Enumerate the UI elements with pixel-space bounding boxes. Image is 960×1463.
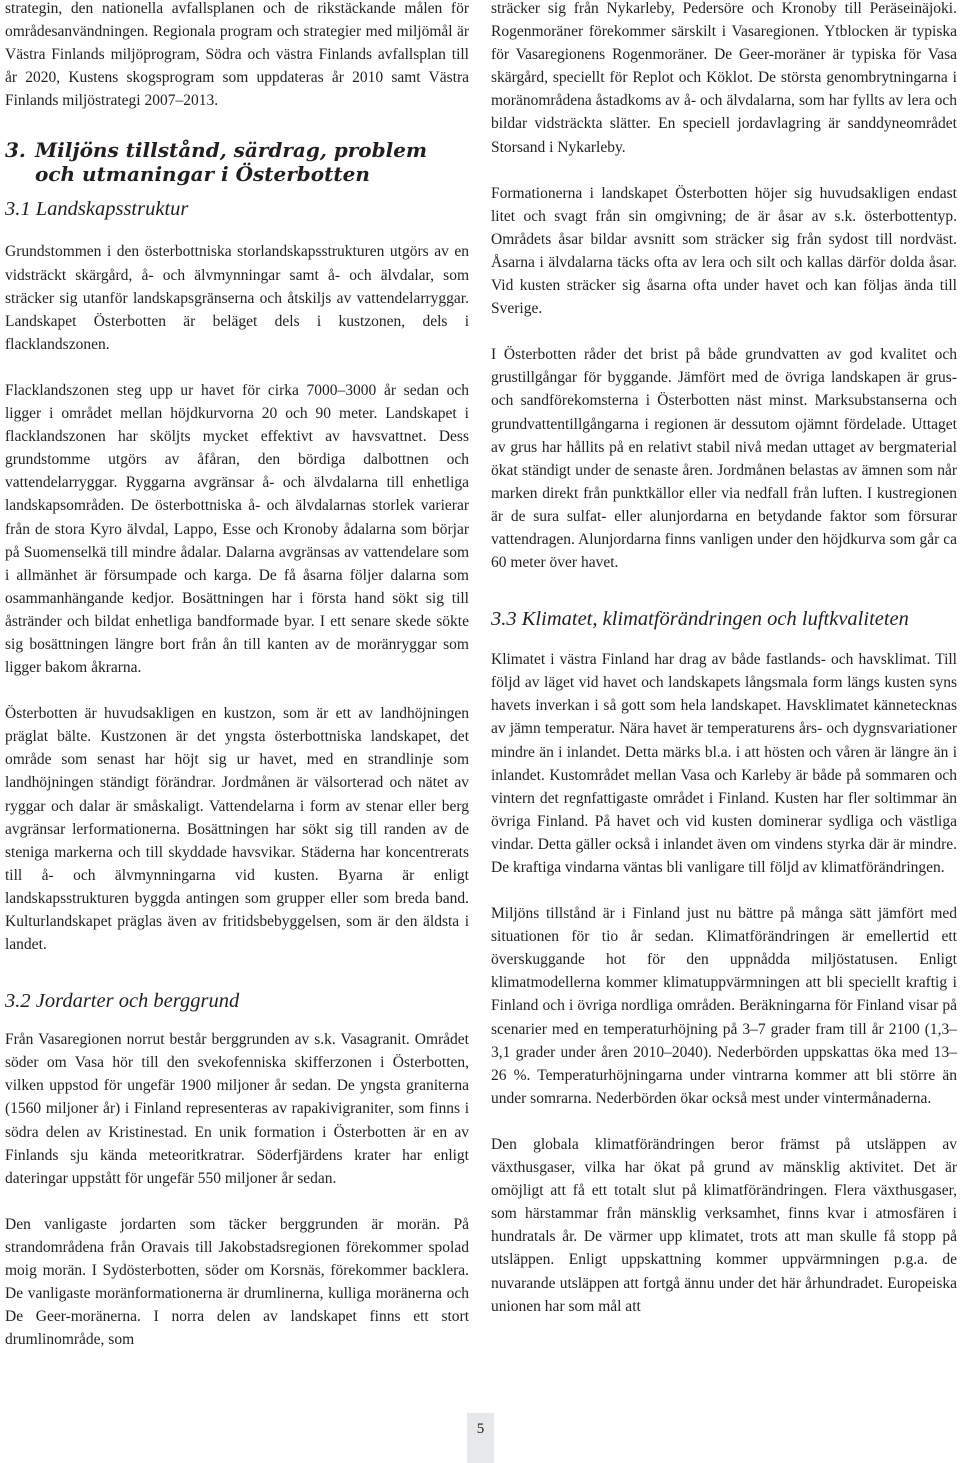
subsection-heading-3-1: 3.1 Landskapsstruktur xyxy=(5,198,189,221)
left-column xyxy=(5,0,469,1351)
paragraph: Från Vasaregionen norrut består berggrunden av s.k. Vasagranit. Området söder om Vasa hör till den svekofenniska skifferzonen i Österbotten, vilken uppstod för ungefär 1900 miljoner år sedan. De yngsta graniterna (1560 miljoner år) i Finland representeras av rapakivigraniter, som finns i södra delen av Kristinestad. En unik formation i Österbotten är en av Finlands sju kända meteoritkratrar. Söderfjärdens krater har enligt dateringar uppstått för ungefär 550 miljoner år sedan. xyxy=(5,1031,469,1187)
section-title: Miljöns tillstånd, särdrag, problem och utmaningar i Österbotten xyxy=(35,138,428,187)
section-heading xyxy=(5,138,469,186)
paragraph: sträcker sig från Nykarleby, Pedersöre och Kronoby till Peräseinäjoki. Rogenmoräner förekommer särskilt i Vasaregionen. Ytblocken är typiska för Vasaregionens Rogenmoräner. De Geer-moräner är typiska för Vasa skärgård, speciellt för Replot och Köklot. De största genombrytningarna i moränområdena åstadkoms av å- och älvdalarna, som har fyllts av lera och bildar vidsträckta slätter. En speciell jordavlagring är sanddyneområdet Storsand i Nykarleby. xyxy=(491,0,957,156)
subsection-heading-3-2: 3.2 Jordarter och berggrund xyxy=(5,990,240,1013)
paragraph: Formationerna i landskapet Österbotten höjer sig huvudsakligen endast litet och svagt från sin omgivning; de är åsar av s.k. österbottentyp. Områdets åsar bildar avsnitt som sträcker sig från sydost till nordväst. Åsarna i älvdalarna täcks ofta av lera och silt och kallas därför dolda åsar. Vid kusten sträcker sig åsarna ofta under havet och kan följas ända till Sverige. xyxy=(491,184,957,318)
paragraph: Den vanligaste jordarten som täcker berggrunden är morän. På strandområdena från Oravais till Jakobstadsregionen förekommer spolad moig morän. I Sydösterbotten, söder om Korsnäs, förekommer backlera. De vanligaste moränformationerna är drumlinerna, kulliga moränerna och De Geer-moränerna. I norra delen av landskapet finns ett stort drumlinområde, som xyxy=(5,1215,469,1349)
section-number: 3. xyxy=(5,138,26,163)
paragraph: Flacklandszonen steg upp ur havet för cirka 7000–3000 år sedan och ligger i området mellan höjdkurvorna 20 och 90 meter. Landskapet i flacklandszonen har sköljts mycket effektivt av havsvattnet. Dess grundstomme utgörs av åfåran, den bördiga dalbottnen och vattendelarryggar. Ryggarna avgränsar å- och älvdalarna till enhetliga landskapsområden. De österbottniska å- och älvdalarnas storlek varierar från de stora Kyro älvdal, Lappo, Esse och Kronoby ådalarna som börjar på Suomenselkä till mindre ådalar. Dalarna avgränsas av vattendelare som i allmänhet är försumpade och karga. De få åsarna följer dalarna som osammanhängande kedjor. Bosättningen har i första hand sökt sig till åstränder och bildat enhetliga bandformade byar. I ett senare skede sökte sig bosättningen längre bort från ån till kanten av de moränryggar som ligger bakom åkrarna. xyxy=(5,381,469,677)
paragraph: Grundstommen i den österbottniska storlandskapsstrukturen utgörs av en vidsträckt skärgård, å- och älvmynningar samt å- och älvdalar, som sträcker sig utanför landskapsgränserna och åtskiljs av vattendelarryggar. Landskapet Österbotten är beläget dels i kustzonen, dels i flacklandszonen. xyxy=(5,243,469,353)
paragraph: Miljöns tillstånd är i Finland just nu bättre på många sätt jämfört med situationen för tio år sedan. Klimatförändringen är emellertid ett överskuggande hot för den uppnådda miljöstatusen. Enligt klimatmodellerna kommer klimatuppvärmningen att bli speciellt kraftig i Finland och i övriga nordliga områden. Beräkningarna för Finland visar på scenarier med en temperaturhöjning på 3–7 grader fram till år 2100 (1,3–3,1 grader under åren 2010–2040). Nederbörden uppskattas öka med 13–26 %. Temperaturhöjningarna under vintrarna kommer att bli större än under somrarna. Nederbörden ökar också mest under vintermånaderna. xyxy=(491,905,957,1107)
paragraph: Österbotten är huvudsakligen en kustzon, som är ett av landhöjningen präglat bälte. Kustzonen är det yngsta österbottniska landskapet, det område som senast har höjt sig ur havet, med en strandlinje som landhöjningen ständigt förändrar. Jordmånen är välsorterad och nätet av ryggar och dalar är småskaligt. Vattendelarna i form av stenar eller berg avgränsar lerformationerna. Bosättningen har sökt sig till randen av de steniga markerna och till skyddade havsvikar. Städerna har koncentrerats till å- och älvmynningarna vid kusten. Byarna är enligt landskapsstrukturen byggda antingen som grupper eller som breda band. Kulturlandskapet präglas även av fritidsbebyggelsen, som är den äldsta i landet. xyxy=(5,705,469,954)
right-column xyxy=(491,0,957,1318)
subsection-heading-3-3: 3.3 Klimatet, klimatförändringen och luftkvaliteten xyxy=(491,608,909,631)
page-number: 5 xyxy=(467,1413,494,1463)
paragraph: Klimatet i västra Finland har drag av både fastlands- och havsklimat. Till följd av läget vid havet och landskapets långsmala form längs kusten syns havets inverkan i så gott som hela landskapet. Havsklimatet kännetecknas av jämn temperatur. Nära havet är temperaturens års- och dygnsvariationer mindre än i inlandet. Detta märks bl.a. i att hösten och våren är längre än i inlandet. Kustområdet mellan Vasa och Karleby är både på sommaren och vintern det regnfattigaste området i Finland. Kusten har fler soltimmar än övriga Finland. På havet och vid kusten dominerar sydliga och västliga vindar. Detta gäller också i inlandet även om vindens styrka där är mindre. De kraftiga vindarna väntas bli vanligare till följd av klimatförändringen. xyxy=(491,651,957,876)
intro-paragraph: strategin, den nationella avfallsplanen och de rikstäckande målen för områdesanvändningen. Regionala program och strategier med miljömål är Västra Finlands miljöprogram, Södra och västra Finlands avfallsplan till år 2020, Kustens skogsprogram som uppdateras år 2010 samt Västra Finlands miljöstrategi 2007–2013. xyxy=(5,0,469,110)
paragraph: I Österbotten råder det brist på både grundvatten av god kvalitet och grustillgångar för byggande. Jämfört med de övriga landskapen är grus- och sandförekomsterna i Österbotten näst minst. Marksubstanserna och grundvattentillgångarna i regionen är dessutom ojämnt fördelade. Uttaget av grus har hållits på en relativt stabil nivå medan uttaget av bergmaterial ökat ständigt under de senaste åren. Jordmånen belastas av ämnen som når marken direkt från punktkällor eller via nedfall från luften. I kustregionen är de sura sulfat- eller alunjordarna en betydande faktor som försurar vattendragen. Alunjordarna finns vanligen under den höjdkurva som går ca 60 meter över havet. xyxy=(491,346,957,572)
paragraph: Den globala klimatförändringen beror främst på utsläppen av växthusgaser, vilka har ökat på grund av mänsklig aktivitet. Det är omöjligt att få ett totalt slut på klimatförändringen. Flera växthusgaser, som härstammar från mänsklig verksamhet, finns kvar i atmosfären i hundratals år. De värmer upp klimatet, trots att man skulle få stopp på utsläppen. Enligt uppskattning kommer uppvärmningen p.g.a. de nuvarande utsläppen att fortgå ännu under det här århundradet. Europeiska unionen har som mål att xyxy=(491,1135,957,1315)
